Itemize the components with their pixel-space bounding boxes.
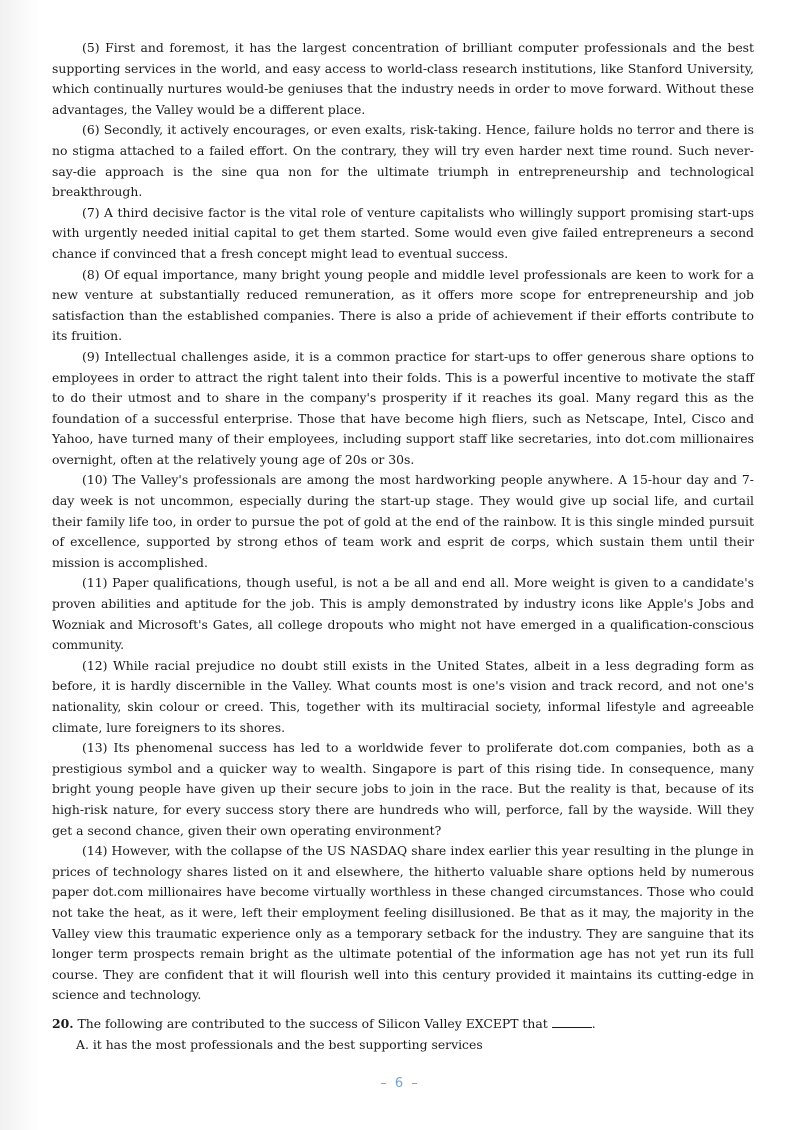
paragraph-13: (13) Its phenomenal success has led to a worldwide fever to proliferate dot.com companies, both as a prestigious symbol and a quicker way to wealth. Singapore is part of this rising tide. In consequence, many bright young people have given up their secure jobs to join in the race. But the reality is that, because of its high-risk nature, for every success story there are hundreds who will, perforce, fall by the wayside. Will they get a second chance, given their own operating environment? [52,740,754,838]
paragraph-7: (7) A third decisive factor is the vital role of venture capitalists who willingly support promising start-ups with urgently needed initial capital to get them started. Some would even give failed entrepreneurs a second chance if convinced that a fresh concept might lead to eventual success. [52,204,754,261]
question-text: The following are contributed to the success of Silicon Valley EXCEPT that [77,1015,548,1031]
paragraph-9: (9) Intellectual challenges aside, it is a common practice for start-ups to offer generous share options to employees in order to attract the right talent into their folds. This is a powerful incentive to motivate the staff to do their utmost and to share in the company's prosperity if it reaches its goal. Many regard this as the foundation of a successful enterprise. Those that have become high fliers, such as Netscape, Intel, Cisco and Yahoo, have turned many of their employees, including support staff like secretaries, into dot.com millionaires overnight, often at the relatively young age of 20s or 30s. [52,348,754,467]
paragraph-10: (10) The Valley's professionals are among the most hardworking people anywhere. A 15-hour day and 7-day week is not uncommon, especially during the start-up stage. They would give up social life, and curtail their family life too, in order to pursue the pot of gold at the end of the rainbow. It is this single minded pursuit of excellence, supported by strong ethos of team work and esprit de corps, which sustain them until their mission is accomplished. [52,472,754,570]
question-20 [52,1014,754,1035]
paragraph-11: (11) Paper qualifications, though useful, is not a be all and end all. More weight is given to a candidate's proven abilities and aptitude for the job. This is amply demonstrated by industry icons like Apple's Jobs and Wozniak and Microsoft's Gates, all college dropouts who might not have emerged in a qualification-conscious community. [52,575,754,653]
paragraph-6: (6) Secondly, it actively encourages, or even exalts, risk-taking. Hence, failure holds no terror and there is no stigma attached to a failed effort. On the contrary, they will try even harder next time round. Such never-say-die approach is the sine qua non for the ultimate triumph in entrepreneurship and technological breakthrough. [52,122,754,200]
paragraph-8: (8) Of equal importance, many bright young people and middle level professionals are keen to work for a new venture at substantially reduced remuneration, as it offers more scope for entrepreneurship and job satisfaction than the established companies. There is also a pride of achievement if their efforts contribute to its fruition. [52,266,754,344]
paragraph-14: (14) However, with the collapse of the US NASDAQ share index earlier this year resulting in the plunge in prices of technology shares listed on it and elsewhere, the hitherto valuable share options held by numerous paper dot.com millionaires have become virtually worthless in these changed circumstances. Those who could not take the heat, as it were, left their employment feeling disillusioned. Be that as it may, the majority in the Valley view this traumatic experience only as a temporary setback for the industry. They are sanguine that its longer term prospects remain bright as the ultimate potential of the information age has not yet run its full course. They are confident that it will flourish well into this century provided it maintains its cutting-edge in science and technology. [52,843,754,1003]
paragraph-5: (5) First and foremost, it has the largest concentration of brilliant computer professionals and the best supporting services in the world, and easy access to world-class research institutions, like Stanford University, which continually nurtures would-be geniuses that the industry needs in order to move forward. Without these advantages, the Valley would be a different place. [52,40,754,117]
page-number: – 6 – [380,1076,420,1091]
answer-blank [552,1015,592,1028]
question-end-punct: . [591,1015,596,1031]
document-body [52,38,754,1055]
question-number: 20. [52,1015,74,1031]
option-a: A. it has the most professionals and the best supporting services [76,1036,483,1052]
scan-margin-shadow [0,0,40,1130]
paragraph-12: (12) While racial prejudice no doubt still exists in the United States, albeit in a less degrading form as before, it is hardly discernible in the Valley. What counts most is one's vision and track record, and not one's nationality, skin colour or creed. This, together with its multiracial society, informal lifestyle and agreeable climate, lure foreigners to its shores. [52,657,754,735]
